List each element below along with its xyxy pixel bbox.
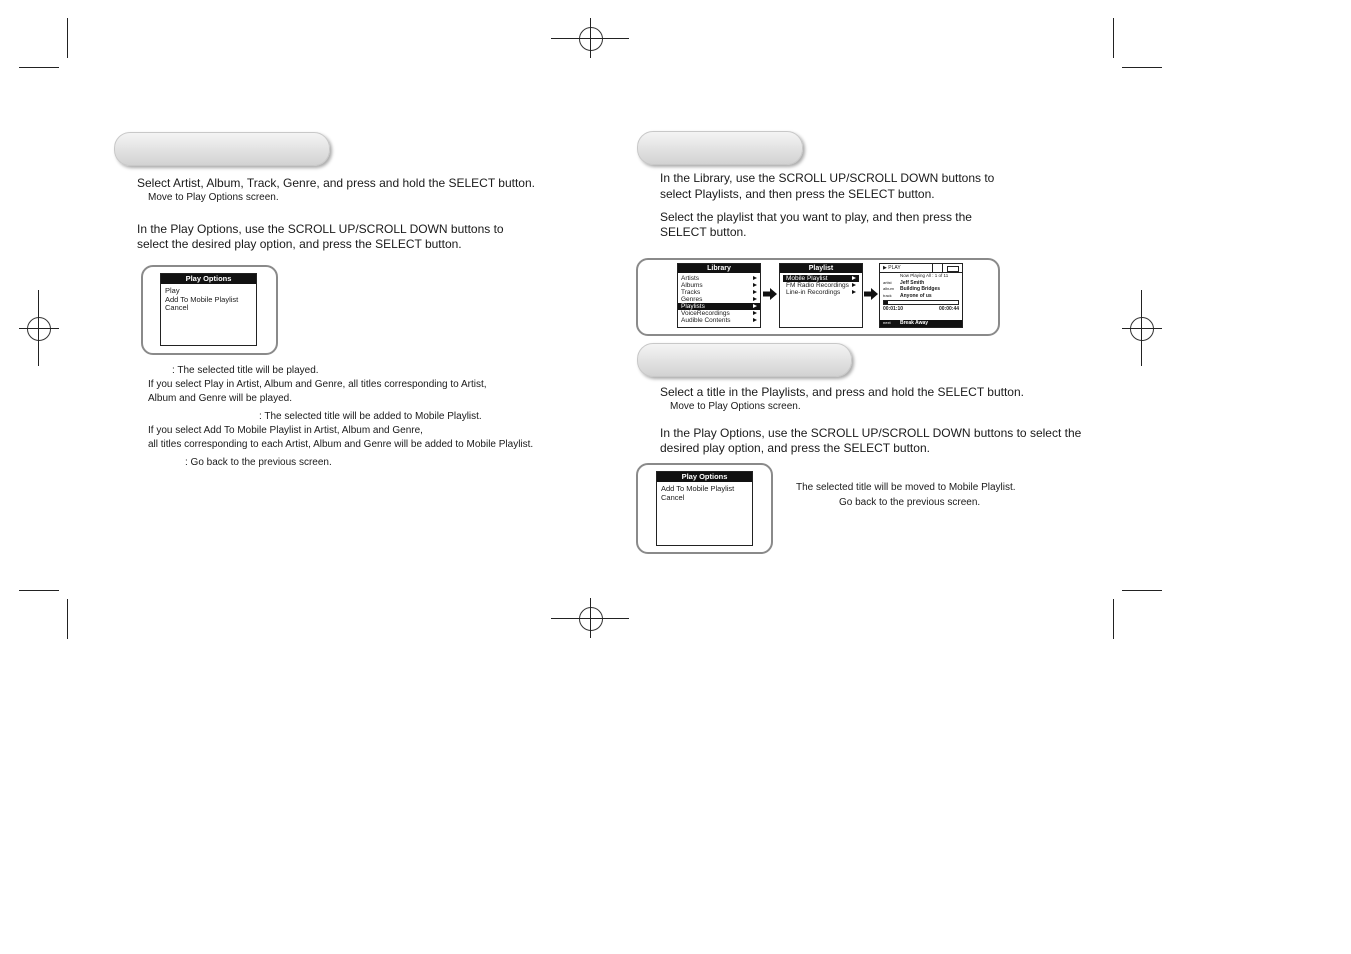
menu-item-add-to-mobile-playlist: Add To Mobile Playlist xyxy=(165,294,239,304)
step-sub-instruction: Move to Play Options screen. xyxy=(148,192,279,203)
menu-item-cancel: Cancel xyxy=(165,303,189,312)
note-detail: all titles corresponding to each Artist, Album and Genre will be added to Mobile Playlist. xyxy=(148,439,534,450)
screen-header: Play Options xyxy=(161,274,256,284)
progress-fill xyxy=(884,301,888,304)
section-heading-bar xyxy=(637,343,852,377)
arrow-right-icon xyxy=(763,288,777,300)
step-sub-instruction: Move to Play Options screen. xyxy=(670,401,801,412)
next-label: next xyxy=(883,320,891,325)
note-detail: Album and Genre will be played. xyxy=(148,393,292,404)
step-instruction: desired play option, and press the SELECT button. xyxy=(660,441,930,455)
step-instruction: Select Artist, Album, Track, Genre, and press and hold the SELECT button. xyxy=(137,176,535,190)
play-options-screen xyxy=(656,471,753,546)
progress-bar xyxy=(883,300,959,305)
intro-instruction: SELECT button. xyxy=(660,225,747,239)
menu-item-play: Play xyxy=(165,286,180,295)
library-screen xyxy=(677,263,761,328)
note-add: The selected title will be moved to Mobile Playlist. xyxy=(796,482,1016,493)
intro-instruction: In the Library, use the SCROLL UP/SCROLL DOWN buttons to xyxy=(660,171,995,185)
track-label: track xyxy=(883,292,892,298)
note-add: : The selected title will be added to Mobile Playlist. xyxy=(259,411,482,422)
step-instruction: In the Play Options, use the SCROLL UP/SCROLL DOWN buttons to xyxy=(137,222,504,236)
now-playing-count: Now Playing All : 1 of 11 xyxy=(900,273,949,278)
track-name: Anyone of us xyxy=(900,292,932,299)
menu-item-cancel: Cancel xyxy=(661,492,685,502)
total-time: 00:00:44 xyxy=(938,306,959,312)
screen-header: Play Options xyxy=(657,472,752,482)
menu-item-audible-contents: Audible Contents xyxy=(678,317,760,324)
menu-item-artists: Artists xyxy=(678,275,760,282)
artist-label: artist xyxy=(883,279,892,285)
elapsed-time: 00:01:10 xyxy=(883,306,904,312)
menu-item-line-in-recordings: Line-in Recordings xyxy=(783,289,859,296)
now-playing-screen xyxy=(879,263,963,328)
menu-item-voice-recordings: VoiceRecordings xyxy=(678,310,760,317)
section-heading-bar xyxy=(637,131,803,165)
menu-item-albums: Albums xyxy=(678,282,760,289)
battery-icon xyxy=(947,266,959,272)
step-instruction: Select a title in the Playlists, and press and hold the SELECT button. xyxy=(660,385,1024,399)
screen-header: Library xyxy=(678,264,760,273)
status-divider xyxy=(932,264,933,272)
status-divider xyxy=(942,264,943,272)
album-label: album xyxy=(883,286,894,291)
menu-item-mobile-playlist: Mobile Playlist xyxy=(783,275,859,282)
menu-item-add-to-mobile-playlist: Add To Mobile Playlist xyxy=(661,484,735,493)
intro-instruction: select Playlists, and then press the SELECT button. xyxy=(660,187,935,201)
note-detail: If you select Play in Artist, Album and Genre, all titles corresponding to Artist, xyxy=(148,379,487,390)
play-options-screen xyxy=(160,273,257,346)
playlist-screen xyxy=(779,263,863,328)
intro-instruction: Select the playlist that you want to play, and then press the xyxy=(660,210,972,224)
step-instruction: In the Play Options, use the SCROLL UP/SCROLL DOWN buttons to select the xyxy=(660,426,1082,440)
note-cancel: Go back to the previous screen. xyxy=(839,497,981,508)
note-detail: If you select Add To Mobile Playlist in Artist, Album and Genre, xyxy=(148,425,423,436)
note-play: : The selected title will be played. xyxy=(172,365,319,376)
next-track: Break Away xyxy=(900,320,929,326)
screen-header: Playlist xyxy=(780,264,862,273)
artist-name: Jeff Smith xyxy=(900,279,925,286)
menu-item-fm-radio-recordings: FM Radio Recordings xyxy=(783,282,859,289)
menu-item-tracks: Tracks xyxy=(678,289,760,296)
album-name: Building Bridges xyxy=(900,286,940,292)
step-instruction: select the desired play option, and press the SELECT button. xyxy=(137,237,462,251)
menu-item-playlists: Playlists xyxy=(678,303,760,310)
arrow-right-icon xyxy=(864,288,878,300)
play-status: ▶ PLAY xyxy=(883,265,901,271)
note-cancel: : Go back to the previous screen. xyxy=(185,457,332,468)
section-heading-bar xyxy=(114,132,330,166)
menu-item-genres: Genres xyxy=(678,296,760,303)
